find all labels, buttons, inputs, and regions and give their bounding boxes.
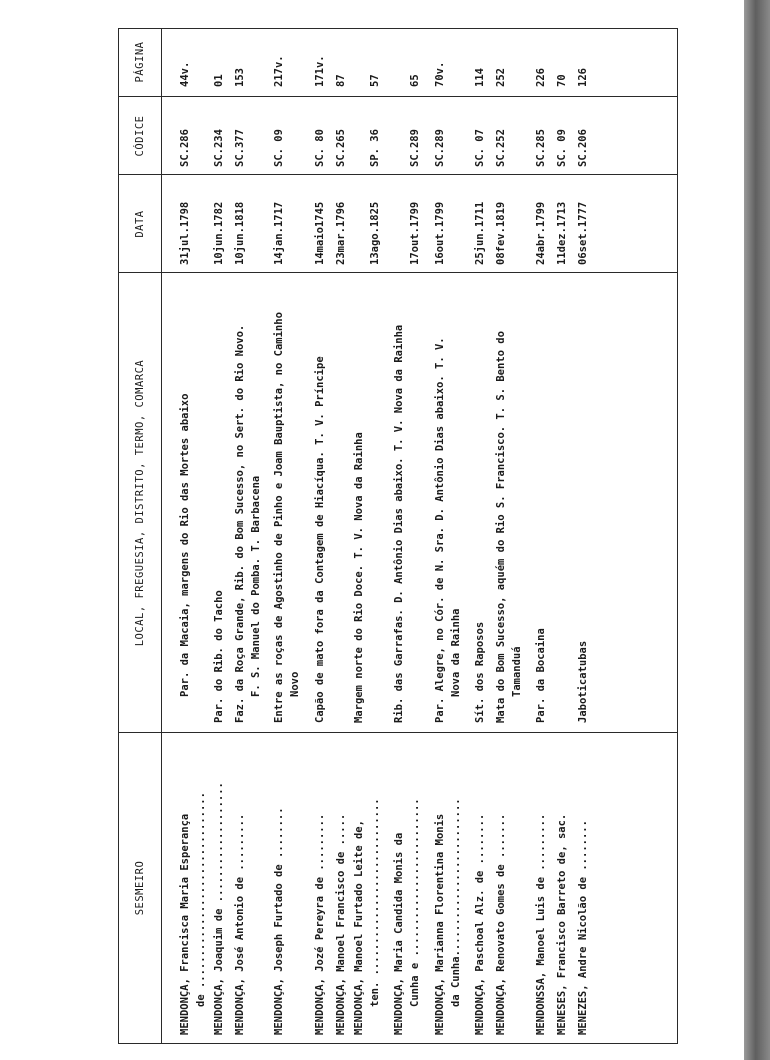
codice-cell: [407, 103, 423, 167]
codice-cell: [367, 103, 383, 167]
pagina-cell: [554, 37, 570, 87]
local-cell-line: Par. da Bocaina: [535, 628, 547, 723]
codice-cell-line: SC. 09: [556, 129, 568, 167]
document-page: [118, 28, 678, 1044]
codice-cell-line: SC.234: [213, 129, 225, 167]
sesmeiro-cell-line: de ...............................: [195, 792, 207, 1007]
sesmeiro-cell-line: MENESES, Francisco Barreto de, sac.: [556, 813, 568, 1035]
data-cell: [312, 179, 328, 265]
header-data: DATA: [134, 210, 146, 238]
sesmeiro-cell: [391, 745, 423, 1035]
pagina-cell-line: 171v.: [314, 55, 326, 87]
codice-cell-line: SC.289: [409, 129, 421, 167]
sesmeiro-cell-line: MENDONÇA, Jozé Pereyra de .........: [314, 813, 326, 1035]
data-cell: [177, 179, 193, 265]
data-cell: [533, 179, 549, 265]
codice-cell-line: SC.265: [335, 129, 347, 167]
codice-cell-line: SC. 80: [314, 129, 326, 167]
sesmeiro-cell-line: da Cunha.........................: [450, 798, 462, 1007]
local-cell: [351, 303, 367, 723]
pagina-cell: [177, 37, 193, 87]
pagina-cell-line: 226: [535, 68, 547, 87]
pagina-cell: [472, 37, 488, 87]
local-cell: [232, 303, 264, 723]
sesmeiro-cell: [554, 745, 570, 1035]
pagina-cell: [232, 37, 248, 87]
data-cell: [472, 179, 488, 265]
pagina-cell-line: 217v.: [273, 55, 285, 87]
pagina-cell-line: 70v.: [434, 61, 446, 87]
data-cell-line: 23mar.1796: [335, 201, 347, 265]
sesmeiro-cell: [493, 745, 509, 1035]
codice-cell: [232, 103, 248, 167]
local-cell-line: Par. da Macaia, margens do Rio das Mortes abaixo: [179, 393, 191, 697]
column-divider-2: [119, 272, 677, 273]
local-cell: [271, 303, 303, 723]
codice-cell: [432, 103, 448, 167]
sesmeiro-cell-line: MENDONÇA, Joaquim de ...................: [213, 782, 225, 1035]
local-cell-line: Novo: [289, 671, 301, 697]
header-local: LOCAL, FREGUESIA, DISTRITO, TERMO, COMARCA: [134, 359, 146, 647]
data-cell: [493, 179, 509, 265]
local-cell-line: Entre as roças de Agostinho de Pinho e Joam Bauptista, no Caminho: [273, 312, 285, 723]
codice-cell-line: SP. 36: [369, 129, 381, 167]
pagina-cell-line: 114: [474, 68, 486, 87]
pagina-cell-line: 01: [213, 74, 225, 87]
pagina-cell: [533, 37, 549, 87]
data-cell-line: 14maio1745: [314, 201, 326, 265]
sesmeiro-cell: [533, 745, 549, 1035]
local-cell: [177, 303, 193, 723]
data-cell-line: 14jan.1717: [273, 201, 285, 265]
data-cell: [333, 179, 349, 265]
local-cell-line: Faz. da Roça Grande, Rib. do Bom Sucesso, no Sert. do Rio Novo.: [234, 324, 246, 723]
pagina-cell-line: 153: [234, 68, 246, 87]
sesmeiro-cell: [232, 745, 248, 1035]
sesmeiro-cell-line: MENEZES, Andre Nicolão de ........: [577, 820, 589, 1035]
sesmeiro-cell-line: MENDONÇA, Paschoal Alz. de ........: [474, 813, 486, 1035]
pagina-cell-line: 87: [335, 74, 347, 87]
header-pagina: PÁGINA: [134, 41, 146, 83]
local-cell: [493, 303, 525, 723]
local-cell-line: Par. do Rib. do Tacho: [213, 590, 225, 723]
pagina-cell: [367, 37, 383, 87]
sesmeiro-cell: [472, 745, 488, 1035]
local-cell-line: Capão de mato fora da Contagem de Hiacíqua. T. V. Príncipe: [314, 356, 326, 723]
sesmeiro-cell: [351, 745, 383, 1035]
codice-cell: [575, 103, 591, 167]
codice-cell-line: SC.206: [577, 129, 589, 167]
codice-cell-line: SC.252: [495, 129, 507, 167]
data-cell-line: 06set.1777: [577, 201, 589, 265]
codice-cell: [177, 103, 193, 167]
local-cell: [391, 303, 407, 723]
local-cell: [312, 303, 328, 723]
codice-cell-line: SC. 09: [273, 129, 285, 167]
local-cell: [432, 303, 464, 723]
data-cell: [575, 179, 591, 265]
sesmeiro-cell-line: MENDONÇA, Renovato Gomes de .......: [495, 813, 507, 1035]
codice-cell: [554, 103, 570, 167]
data-cell: [271, 179, 287, 265]
data-cell: [432, 179, 448, 265]
codice-cell-line: SC.286: [179, 129, 191, 167]
sesmeiro-cell-line: MENDONÇA, José Antonio de .........: [234, 813, 246, 1035]
local-cell-line: Rib. das Garrafas. D. Antônio Dias abaixo. T. V. Nova da Rainha: [393, 324, 405, 723]
data-cell-line: 11dez.1713: [556, 201, 568, 265]
sesmeiro-cell: [177, 745, 209, 1035]
sesmeiro-cell-line: MENDONSSA, Manoel Luis de .........: [535, 813, 547, 1035]
codice-cell: [211, 103, 227, 167]
pagina-cell-line: 57: [369, 74, 381, 87]
header-sesmeiro: SESMEIRO: [134, 860, 146, 916]
header-codice: CÓDICE: [134, 115, 146, 157]
codice-cell: [493, 103, 509, 167]
pagina-cell: [432, 37, 448, 87]
pagina-cell: [271, 37, 287, 87]
sesmeiro-cell: [575, 745, 591, 1035]
column-divider-3: [119, 174, 677, 175]
data-cell: [232, 179, 248, 265]
local-cell: [472, 303, 488, 723]
pagina-cell: [211, 37, 227, 87]
data-cell-line: 25jun.1711: [474, 201, 486, 265]
pagina-cell-line: 252: [495, 68, 507, 87]
data-cell-line: 16out.1799: [434, 201, 446, 265]
local-cell: [533, 303, 549, 723]
sesmeiro-cell-line: MENDONÇA, Manoel Francisco de .....: [335, 813, 347, 1035]
header-rule: [161, 29, 162, 1043]
sesmeiro-cell-line: MENDONÇA, Maria Candida Monis da: [393, 832, 405, 1035]
sesmeiro-cell-line: ten. ............................: [369, 798, 381, 1007]
sesmeiro-cell-line: MENDONÇA, Joseph Furtado de ........: [273, 807, 285, 1035]
pagina-cell-line: 70: [556, 74, 568, 87]
codice-cell-line: SC.377: [234, 129, 246, 167]
sesmeiro-cell: [211, 745, 227, 1035]
pagina-cell-line: 44v.: [179, 61, 191, 87]
codice-cell: [271, 103, 287, 167]
local-cell-line: Mata do Bom Sucesso, aquém do Rio S. Francisco. T. S. Bento do: [495, 331, 507, 723]
data-cell: [211, 179, 227, 265]
codice-cell: [533, 103, 549, 167]
column-divider-1: [119, 732, 677, 733]
data-cell: [407, 179, 423, 265]
sesmeiro-cell: [333, 745, 349, 1035]
data-cell: [554, 179, 570, 265]
pagina-cell: [333, 37, 349, 87]
sesmeiro-cell-line: MENDONÇA, Manoel Furtado Leite de,: [353, 820, 365, 1035]
data-cell-line: 24abr.1799: [535, 201, 547, 265]
sesmeiro-cell-line: Cunha e .........................: [409, 798, 421, 1007]
sesmeiro-cell-line: MENDONÇA, Francisca Maria Esperança: [179, 813, 191, 1035]
codice-cell-line: SC.289: [434, 129, 446, 167]
data-cell-line: 10jun.1782: [213, 201, 225, 265]
pagina-cell: [575, 37, 591, 87]
data-cell-line: 10jun.1818: [234, 201, 246, 265]
codice-cell-line: SC.285: [535, 129, 547, 167]
data-cell: [367, 179, 383, 265]
sesmeiro-cell: [432, 745, 464, 1035]
codice-cell: [472, 103, 488, 167]
local-cell-line: Jaboticatubas: [577, 640, 589, 723]
local-cell: [575, 303, 591, 723]
pagina-cell-line: 126: [577, 68, 589, 87]
scan-edge-strip: [744, 0, 770, 1060]
sesmeiro-cell: [312, 745, 328, 1035]
local-cell-line: Par. Alegre, no Cór. de N. Sra. D. Antônio Dias abaixo. T. V.: [434, 337, 446, 723]
local-cell-line: Margem norte do Rio Doce. T. V. Nova da Rainha: [353, 432, 365, 723]
local-cell: [211, 303, 227, 723]
pagina-cell: [493, 37, 509, 87]
data-cell-line: 08fev.1819: [495, 201, 507, 265]
pagina-cell-line: 65: [409, 74, 421, 87]
codice-cell: [333, 103, 349, 167]
local-cell-line: Nova da Rainha: [450, 608, 462, 697]
local-cell-line: Tamanduá: [511, 646, 523, 697]
pagina-cell: [407, 37, 423, 87]
local-cell-line: F. S. Manuel do Pomba. T. Barbacena: [250, 475, 262, 697]
pagina-cell: [312, 37, 328, 87]
codice-cell: [312, 103, 328, 167]
sesmeiro-cell: [271, 745, 287, 1035]
sesmarias-table: [118, 28, 678, 1044]
sesmeiro-cell-line: MENDONÇA, Marianna Florentina Monis: [434, 813, 446, 1035]
codice-cell-line: SC. 07: [474, 129, 486, 167]
column-divider-4: [119, 96, 677, 97]
local-cell-line: Sít. dos Raposos: [474, 621, 486, 723]
data-cell-line: 31jul.1798: [179, 201, 191, 265]
data-cell-line: 17out.1799: [409, 201, 421, 265]
data-cell-line: 13ago.1825: [369, 201, 381, 265]
